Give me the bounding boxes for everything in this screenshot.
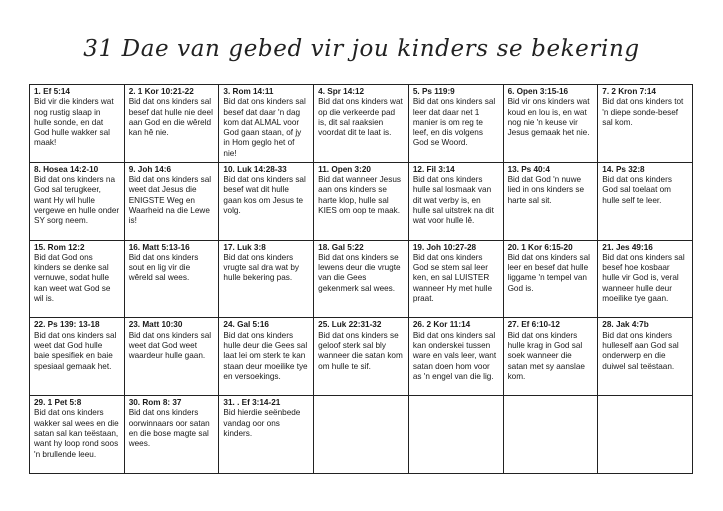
day-prayer-text: Bid dat ons kinders God se stem sal leer ken, en sal LUISTER wanneer Hy met hulle praat. (412, 252, 493, 304)
day-reference: 23. Matt 10:30 (128, 320, 183, 330)
day-prayer-text: Bid dat ons kinders vrugte sal dra wat by hulle bekering pas. (223, 252, 299, 283)
day-cell (125, 85, 220, 163)
day-cell (314, 241, 409, 319)
day-prayer-text: Bid dat ons kinders God sal toelaat om hulle self te leer. (602, 175, 672, 205)
day-reference: 16. Matt 5:13-16 (128, 242, 190, 252)
day-reference: 12. Fil 3:14 (412, 164, 455, 174)
day-reference: 18. Gal 5:22 (318, 242, 364, 252)
day-cell (219, 318, 314, 396)
day-cell (125, 163, 220, 241)
day-cell (314, 163, 409, 241)
day-prayer-text: Bid vir die kinders wat nog rustig slaap in hulle sonde, en dat God hulle wakker sal maak! (34, 97, 114, 148)
day-reference: 21. Jes 49:16 (602, 242, 653, 252)
day-cell (219, 85, 314, 163)
day-reference: 22. Ps 139: 13-18 (34, 320, 100, 330)
day-reference: 11. Open 3:20 (318, 164, 371, 174)
day-cell (409, 163, 504, 241)
day-prayer-text: Bid dat ons kinders wakker sal wees en die satan sal kan teëstaan, want hy loop rond soos 'n brullende leeu. (34, 408, 119, 459)
day-cell (30, 241, 125, 319)
day-reference: 17. Luk 3:8 (223, 242, 266, 252)
page-title: 31 Dae van gebed vir jou kinders se bekering (83, 36, 640, 62)
day-prayer-text: Bid dat ons kinders na God sal terugkeer, want Hy wil hulle vergewe en hulle onder SY sorg neem. (34, 175, 120, 226)
day-reference: 31. . Ef 3:14-21 (223, 398, 281, 408)
day-reference: 5. Ps 119:9 (412, 87, 455, 96)
day-prayer-text: Bid dat ons kinders hulle sal losmaak van dit wat verby is, en hulle sal uitstrek na dit wat voor hulle lê. (412, 175, 494, 226)
day-cell (409, 318, 504, 396)
day-prayer-text: Bid dat ons kinders sal besef hoe kosbaar hulle vir God is, veral wanneer hulle deur moeilike tye gaan. (602, 252, 685, 304)
day-cell (30, 396, 125, 474)
empty-cell (598, 396, 693, 474)
day-reference: 4. Spr 14:12 (318, 87, 365, 96)
day-prayer-text: Bid dat wanneer Jesus aan ons kinders se harte klop, hulle sal KIES om oop te maak. (318, 175, 401, 215)
day-cell (125, 241, 220, 319)
day-cell (409, 241, 504, 319)
day-reference: 19. Joh 10:27-28 (412, 242, 477, 252)
day-cell (598, 163, 693, 241)
day-reference: 6. Open 3:15-16 (507, 87, 569, 96)
day-prayer-text: Bid dat ons kinders sal besef wat dit hulle gaan kos om Jesus te volg. (223, 175, 306, 215)
empty-cell (504, 396, 599, 474)
day-prayer-text: Bid vir ons kinders wat koud en lou is, en wat nog nie 'n keuse vir Jesus gemaak het nie. (507, 97, 590, 138)
day-cell (598, 241, 693, 319)
day-cell (504, 241, 599, 319)
day-prayer-text: Bid dat ons kinders sal leer en besef dat hulle liggame 'n tempel van God is. (507, 252, 590, 293)
day-reference: 30. Rom 8: 37 (128, 398, 182, 408)
day-cell (30, 163, 125, 241)
day-prayer-text: Bid dat ons kinders hulle krag in God sal soek wanneer die satan met sy aanslae kom. (507, 330, 585, 381)
day-prayer-text: Bid dat ons kinders sal besef dat daar 'n dag kom dat ALMAL voor God gaan staan, of jy in Hom geglo het of nie! (223, 97, 306, 158)
day-reference: 25. Luk 22:31-32 (318, 320, 382, 330)
empty-cell (409, 396, 504, 474)
day-reference: 29. 1 Pet 5:8 (34, 398, 82, 408)
day-cell (30, 85, 125, 163)
day-prayer-text: Bid dat ons kinders tot 'n diepe sonde-besef sal kom. (602, 97, 684, 127)
day-prayer-text: Bid dat ons kinders sout en lig vir die wêreld sal wees. (128, 252, 199, 283)
day-reference: 2. 1 Kor 10:21-22 (128, 87, 194, 96)
day-prayer-text: Bid dat ons kinders sal kan onderskei tussen ware en vals leer, want satan doen hom voor as 'n engel van die lig. (412, 330, 497, 381)
day-prayer-text: Bid dat ons kinders sal besef dat hulle nie deel aan God en die wêreld kan hê nie. (128, 97, 213, 138)
day-prayer-text: Bid dat ons kinders sal weet dat God weet waardeur hulle gaan. (128, 330, 212, 361)
empty-cell (314, 396, 409, 474)
day-prayer-text: Bid hierdie seënbede vandag oor ons kinders. (223, 408, 301, 439)
day-cell (504, 318, 599, 396)
day-prayer-text: Bid dat ons kinders sal leer dat daar net 1 manier is om reg te leef, en dis volgens God se Woord. (412, 97, 496, 148)
day-prayer-text: Bid dat ons kinders se geloof sterk sal bly wanneer die satan kom om hulle te sif. (318, 330, 403, 371)
day-reference: 1. Ef 5:14 (34, 87, 70, 96)
day-cell (504, 85, 599, 163)
day-cell (314, 85, 409, 163)
prayer-calendar-grid (29, 84, 693, 474)
day-reference: 26. 2 Kor 11:14 (412, 320, 471, 330)
day-prayer-text: Bid dat ons kinders hulle deur die Gees sal laat lei om sterk te kan staan deur moeilike tye en versoekings. (223, 330, 308, 381)
day-prayer-text: Bid dat ons kinders sal weet dat Jesus die ENIGSTE Weg en Waarheid na die Lewe is! (128, 175, 212, 226)
day-cell (125, 396, 220, 474)
day-reference: 20. 1 Kor 6:15-20 (507, 242, 573, 252)
day-cell (125, 318, 220, 396)
day-reference: 7. 2 Kron 7:14 (602, 87, 656, 96)
day-prayer-text: Bid dat God ons kinders se denke sal vernuwe, sodat hulle kan weet wat God se wil is. (34, 252, 111, 304)
day-cell (314, 318, 409, 396)
day-prayer-text: Bid dat ons kinders sal weet dat God hulle baie spesifiek en baie spesiaal gemaak het. (34, 330, 117, 371)
day-reference: 27. Ef 6:10-12 (507, 320, 560, 330)
day-cell (504, 163, 599, 241)
day-prayer-text: Bid dat ons kinders oorwinnaars oor satan en die bose magte sal wees. (128, 408, 210, 449)
day-cell (598, 85, 693, 163)
day-cell (219, 396, 314, 474)
day-reference: 9. Joh 14:6 (128, 164, 172, 174)
day-cell (598, 318, 693, 396)
day-reference: 3. Rom 14:11 (223, 87, 274, 96)
day-prayer-text: Bid dat ons kinders wat op die verkeerde pad is, dit sal raaksien voordat dit te laat is. (318, 97, 403, 138)
day-reference: 14. Ps 32:8 (602, 164, 645, 174)
day-reference: 10. Luk 14:28-33 (223, 164, 287, 174)
day-reference: 8. Hosea 14:2-10 (34, 164, 99, 174)
day-prayer-text: Bid dat ons kinders hulleself aan God sal onderwerp en die duiwel sal teëstaan. (602, 330, 679, 371)
day-cell (409, 85, 504, 163)
day-reference: 13. Ps 40:4 (507, 164, 550, 174)
day-cell (219, 241, 314, 319)
day-prayer-text: Bid dat ons kinders se lewens deur die vrugte van die Gees gekenmerk sal wees. (318, 252, 401, 293)
day-cell (30, 318, 125, 396)
day-reference: 28. Jak 4:7b (602, 320, 649, 330)
day-prayer-text: Bid dat God 'n nuwe lied in ons kinders se harte sal sit. (507, 175, 585, 205)
day-reference: 24. Gal 5:16 (223, 320, 269, 330)
day-cell (219, 163, 314, 241)
day-reference: 15. Rom 12:2 (34, 242, 85, 252)
